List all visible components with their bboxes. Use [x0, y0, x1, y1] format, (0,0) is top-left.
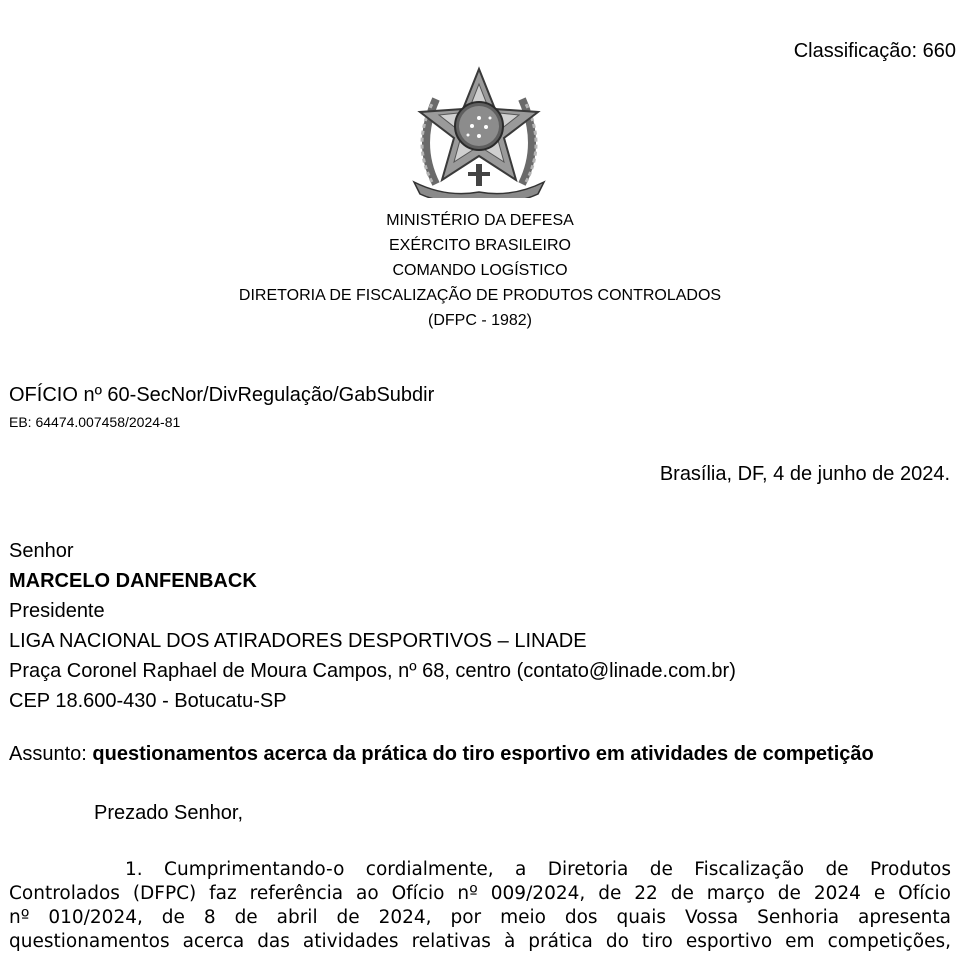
- recipient-title: Presidente: [9, 600, 105, 622]
- header-command: COMANDO LOGÍSTICO: [392, 262, 568, 279]
- document-date: Brasília, DF, 4 de junho de 2024.: [659, 463, 950, 485]
- paragraph-line: Controlados (DFPC) faz referência ao Ofício nº 009/2024, de 22 de março de 2024 e Ofício: [9, 883, 951, 904]
- recipient-salutation: Senhor: [9, 540, 74, 562]
- recipient-organization: LIGA NACIONAL DOS ATIRADORES DESPORTIVOS – LINADE: [9, 630, 587, 652]
- subject-label: Assunto:: [9, 743, 93, 765]
- eb-protocol: EB: 64474.007458/2024-81: [9, 414, 181, 430]
- recipient-name: MARCELO DANFENBACK: [9, 570, 257, 592]
- paragraph-line: questionamentos acerca das atividades relativas à prática do tiro esportivo em competições,: [9, 931, 951, 952]
- greeting: Prezado Senhor,: [94, 802, 243, 824]
- recipient-cep: CEP 18.600-430 - Botucatu-SP: [9, 690, 287, 712]
- header-army: EXÉRCITO BRASILEIRO: [389, 237, 571, 254]
- header-directorate: DIRETORIA DE FISCALIZAÇÃO DE PRODUTOS CONTROLADOS: [238, 287, 722, 304]
- national-emblem-icon: [406, 64, 552, 198]
- subject-line: [9, 743, 874, 766]
- recipient-address: Praça Coronel Raphael de Moura Campos, nº 68, centro (contato@linade.com.br): [9, 660, 736, 682]
- oficio-number: OFÍCIO nº 60-SecNor/DivRegulação/GabSubdir: [9, 384, 435, 406]
- paragraph-line: nº 010/2024, de 8 de abril de 2024, por meio dos quais Vossa Senhoria apresenta: [9, 907, 951, 928]
- header-dfpc: (DFPC - 1982): [427, 312, 533, 329]
- subject-text: questionamentos acerca da prática do tiro esportivo em atividades de competição: [92, 743, 874, 765]
- header-ministry: MINISTÉRIO DA DEFESA: [386, 212, 574, 229]
- classification-label: Classificação: 660: [793, 40, 956, 62]
- paragraph-line: 1. Cumprimentando-o cordialmente, a Diretoria de Fiscalização de Produtos: [125, 859, 951, 880]
- body-paragraph-1: [9, 858, 951, 954]
